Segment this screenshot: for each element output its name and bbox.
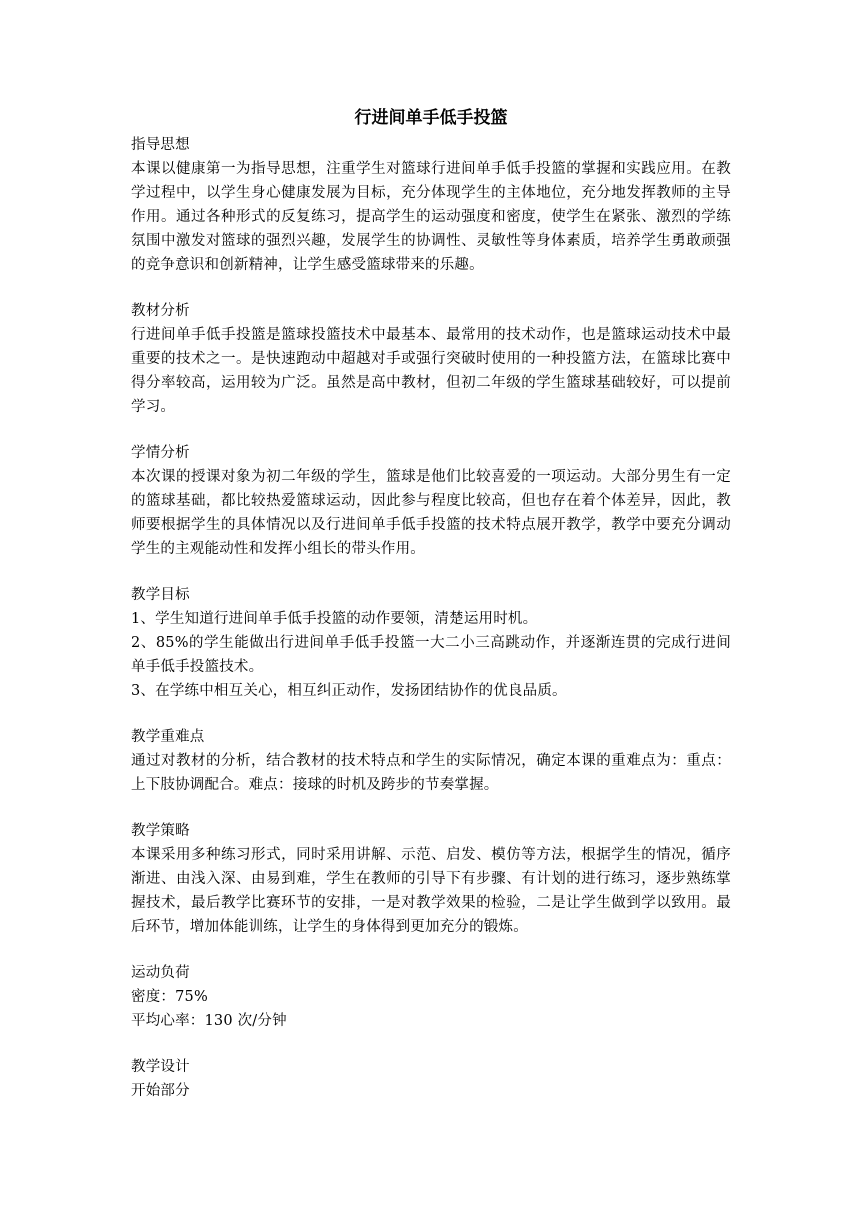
- goal-item: 1、学生知道行进间单手低手投篮的动作要领，清楚运用时机。: [131, 611, 538, 627]
- section-key-difficulties: [131, 725, 731, 797]
- section-guiding-ideology: [131, 133, 731, 277]
- section-heading: 运动负荷: [131, 965, 190, 981]
- section-heading: 学情分析: [131, 445, 190, 461]
- section-heading: 指导思想: [131, 137, 190, 153]
- section-teaching-design: [131, 1055, 731, 1103]
- section-learner-analysis: [131, 441, 731, 561]
- section-paragraph: 本课采用多种练习形式，同时采用讲解、示范、启发、模仿等方法，根据学生的情况，循序渐进、由浅入深、由易到难，学生在教师的引导下有步骤、有计划的进行练习，逐步熟练掌握技术，最后教学比赛环节的安排，一是对教学效果的检验，二是让学生做到学以致用。最后环节，增加体能训练，让学生的身体得到更加充分的锻炼。: [131, 847, 731, 935]
- section-material-analysis: [131, 299, 731, 419]
- load-item-density: 密度：75%: [131, 989, 208, 1005]
- section-heading: 教材分析: [131, 303, 190, 319]
- section-paragraph: 本次课的授课对象为初二年级的学生，篮球是他们比较喜爱的一项运动。大部分男生有一定的篮球基础，都比较热爱篮球运动，因此参与程度比较高，但也存在着个体差异，因此，教师要根据学生的具体情况以及行进间单手低手投篮的技术特点展开教学，教学中要充分调动学生的主观能动性和发挥小组长的带头作用。: [131, 469, 731, 557]
- goal-item: 2、85%的学生能做出行进间单手低手投篮一大二小三高跳动作，并逐渐连贯的完成行进间单手低手投篮技术。: [131, 635, 731, 675]
- design-item: 开始部分: [131, 1083, 190, 1099]
- document-title: 行进间单手低手投篮: [354, 108, 508, 128]
- goal-item: 3、在学练中相互关心，相互纠正动作，发扬团结协作的优良品质。: [131, 683, 567, 699]
- section-teaching-goals: [131, 583, 731, 703]
- section-paragraph: 通过对教材的分析，结合教材的技术特点和学生的实际情况，确定本课的重难点为：重点：上下肢协调配合。难点：接球的时机及跨步的节奏掌握。: [131, 753, 731, 793]
- section-paragraph: 行进间单手低手投篮是篮球投篮技术中最基本、最常用的技术动作，也是篮球运动技术中最重要的技术之一。是快速跑动中超越对手或强行突破时使用的一种投篮方法，在篮球比赛中得分率较高，运用较为广泛。虽然是高中教材，但初二年级的学生篮球基础较好，可以提前学习。: [131, 327, 731, 415]
- section-paragraph: 本课以健康第一为指导思想，注重学生对篮球行进间单手低手投篮的掌握和实践应用。在教学过程中，以学生身心健康发展为目标，充分体现学生的主体地位，充分地发挥教师的主导作用。通过各种形式的反复练习，提高学生的运动强度和密度，使学生在紧张、激烈的学练氛围中激发对篮球的强烈兴趣，发展学生的协调性、灵敏性等身体素质，培养学生勇敢顽强的竞争意识和创新精神，让学生感受篮球带来的乐趣。: [131, 161, 731, 273]
- document-page: [131, 105, 731, 1125]
- section-heading: 教学目标: [131, 587, 190, 603]
- section-heading: 教学策略: [131, 823, 190, 839]
- section-teaching-strategy: [131, 819, 731, 939]
- section-heading: 教学设计: [131, 1059, 190, 1075]
- section-exercise-load: [131, 961, 731, 1033]
- section-heading: 教学重难点: [131, 729, 205, 745]
- load-item-heart-rate: 平均心率：130 次/分钟: [131, 1013, 287, 1029]
